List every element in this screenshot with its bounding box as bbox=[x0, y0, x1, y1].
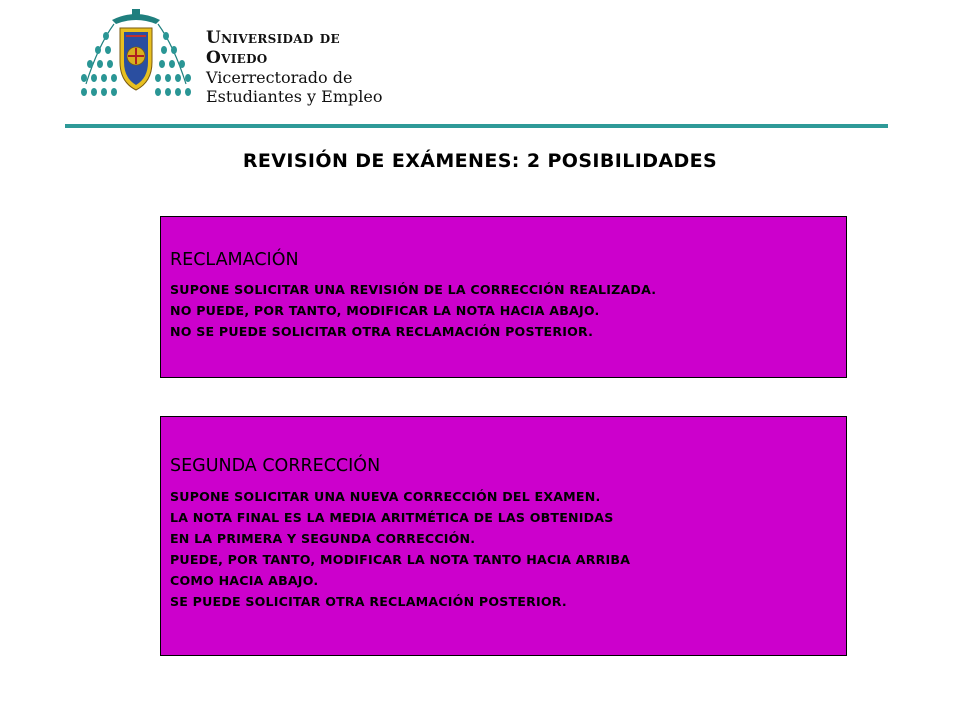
university-crest-icon bbox=[76, 6, 196, 106]
header-divider bbox=[65, 124, 888, 128]
description-line: LA NOTA FINAL ES LA MEDIA ARITMÉTICA DE LAS OBTENIDAS bbox=[170, 510, 614, 525]
header-logo bbox=[76, 6, 396, 106]
option-heading: RECLAMACIÓN bbox=[170, 250, 299, 270]
description-line: SUPONE SOLICITAR UNA NUEVA CORRECCIÓN DEL EXAMEN. bbox=[170, 489, 601, 504]
institution-name-line3: Estudiantes y Empleo bbox=[206, 87, 383, 106]
option-description bbox=[170, 486, 630, 612]
institution-name-line2: Vicerrectorado de bbox=[206, 68, 353, 87]
institution-name-line1: Universidad de Oviedo bbox=[206, 28, 340, 68]
description-line: NO PUEDE, POR TANTO, MODIFICAR LA NOTA HACIA ABAJO. bbox=[170, 303, 600, 318]
institution-name bbox=[206, 28, 396, 106]
option-reclamacion-box bbox=[160, 216, 847, 378]
description-line: SUPONE SOLICITAR UNA REVISIÓN DE LA CORRECCIÓN REALIZADA. bbox=[170, 282, 657, 297]
description-line: SE PUEDE SOLICITAR OTRA RECLAMACIÓN POSTERIOR. bbox=[170, 594, 567, 609]
description-line: NO SE PUEDE SOLICITAR OTRA RECLAMACIÓN POSTERIOR. bbox=[170, 324, 594, 339]
description-line: PUEDE, POR TANTO, MODIFICAR LA NOTA TANTO HACIA ARRIBA bbox=[170, 552, 631, 567]
description-line: COMO HACIA ABAJO. bbox=[170, 573, 319, 588]
page-title: REVISIÓN DE EXÁMENES: 2 POSIBILIDADES bbox=[242, 150, 718, 172]
option-heading: SEGUNDA CORRECCIÓN bbox=[170, 456, 381, 476]
option-description bbox=[170, 279, 656, 342]
description-line: EN LA PRIMERA Y SEGUNDA CORRECCIÓN. bbox=[170, 531, 476, 546]
option-segunda-correccion-box bbox=[160, 416, 847, 656]
